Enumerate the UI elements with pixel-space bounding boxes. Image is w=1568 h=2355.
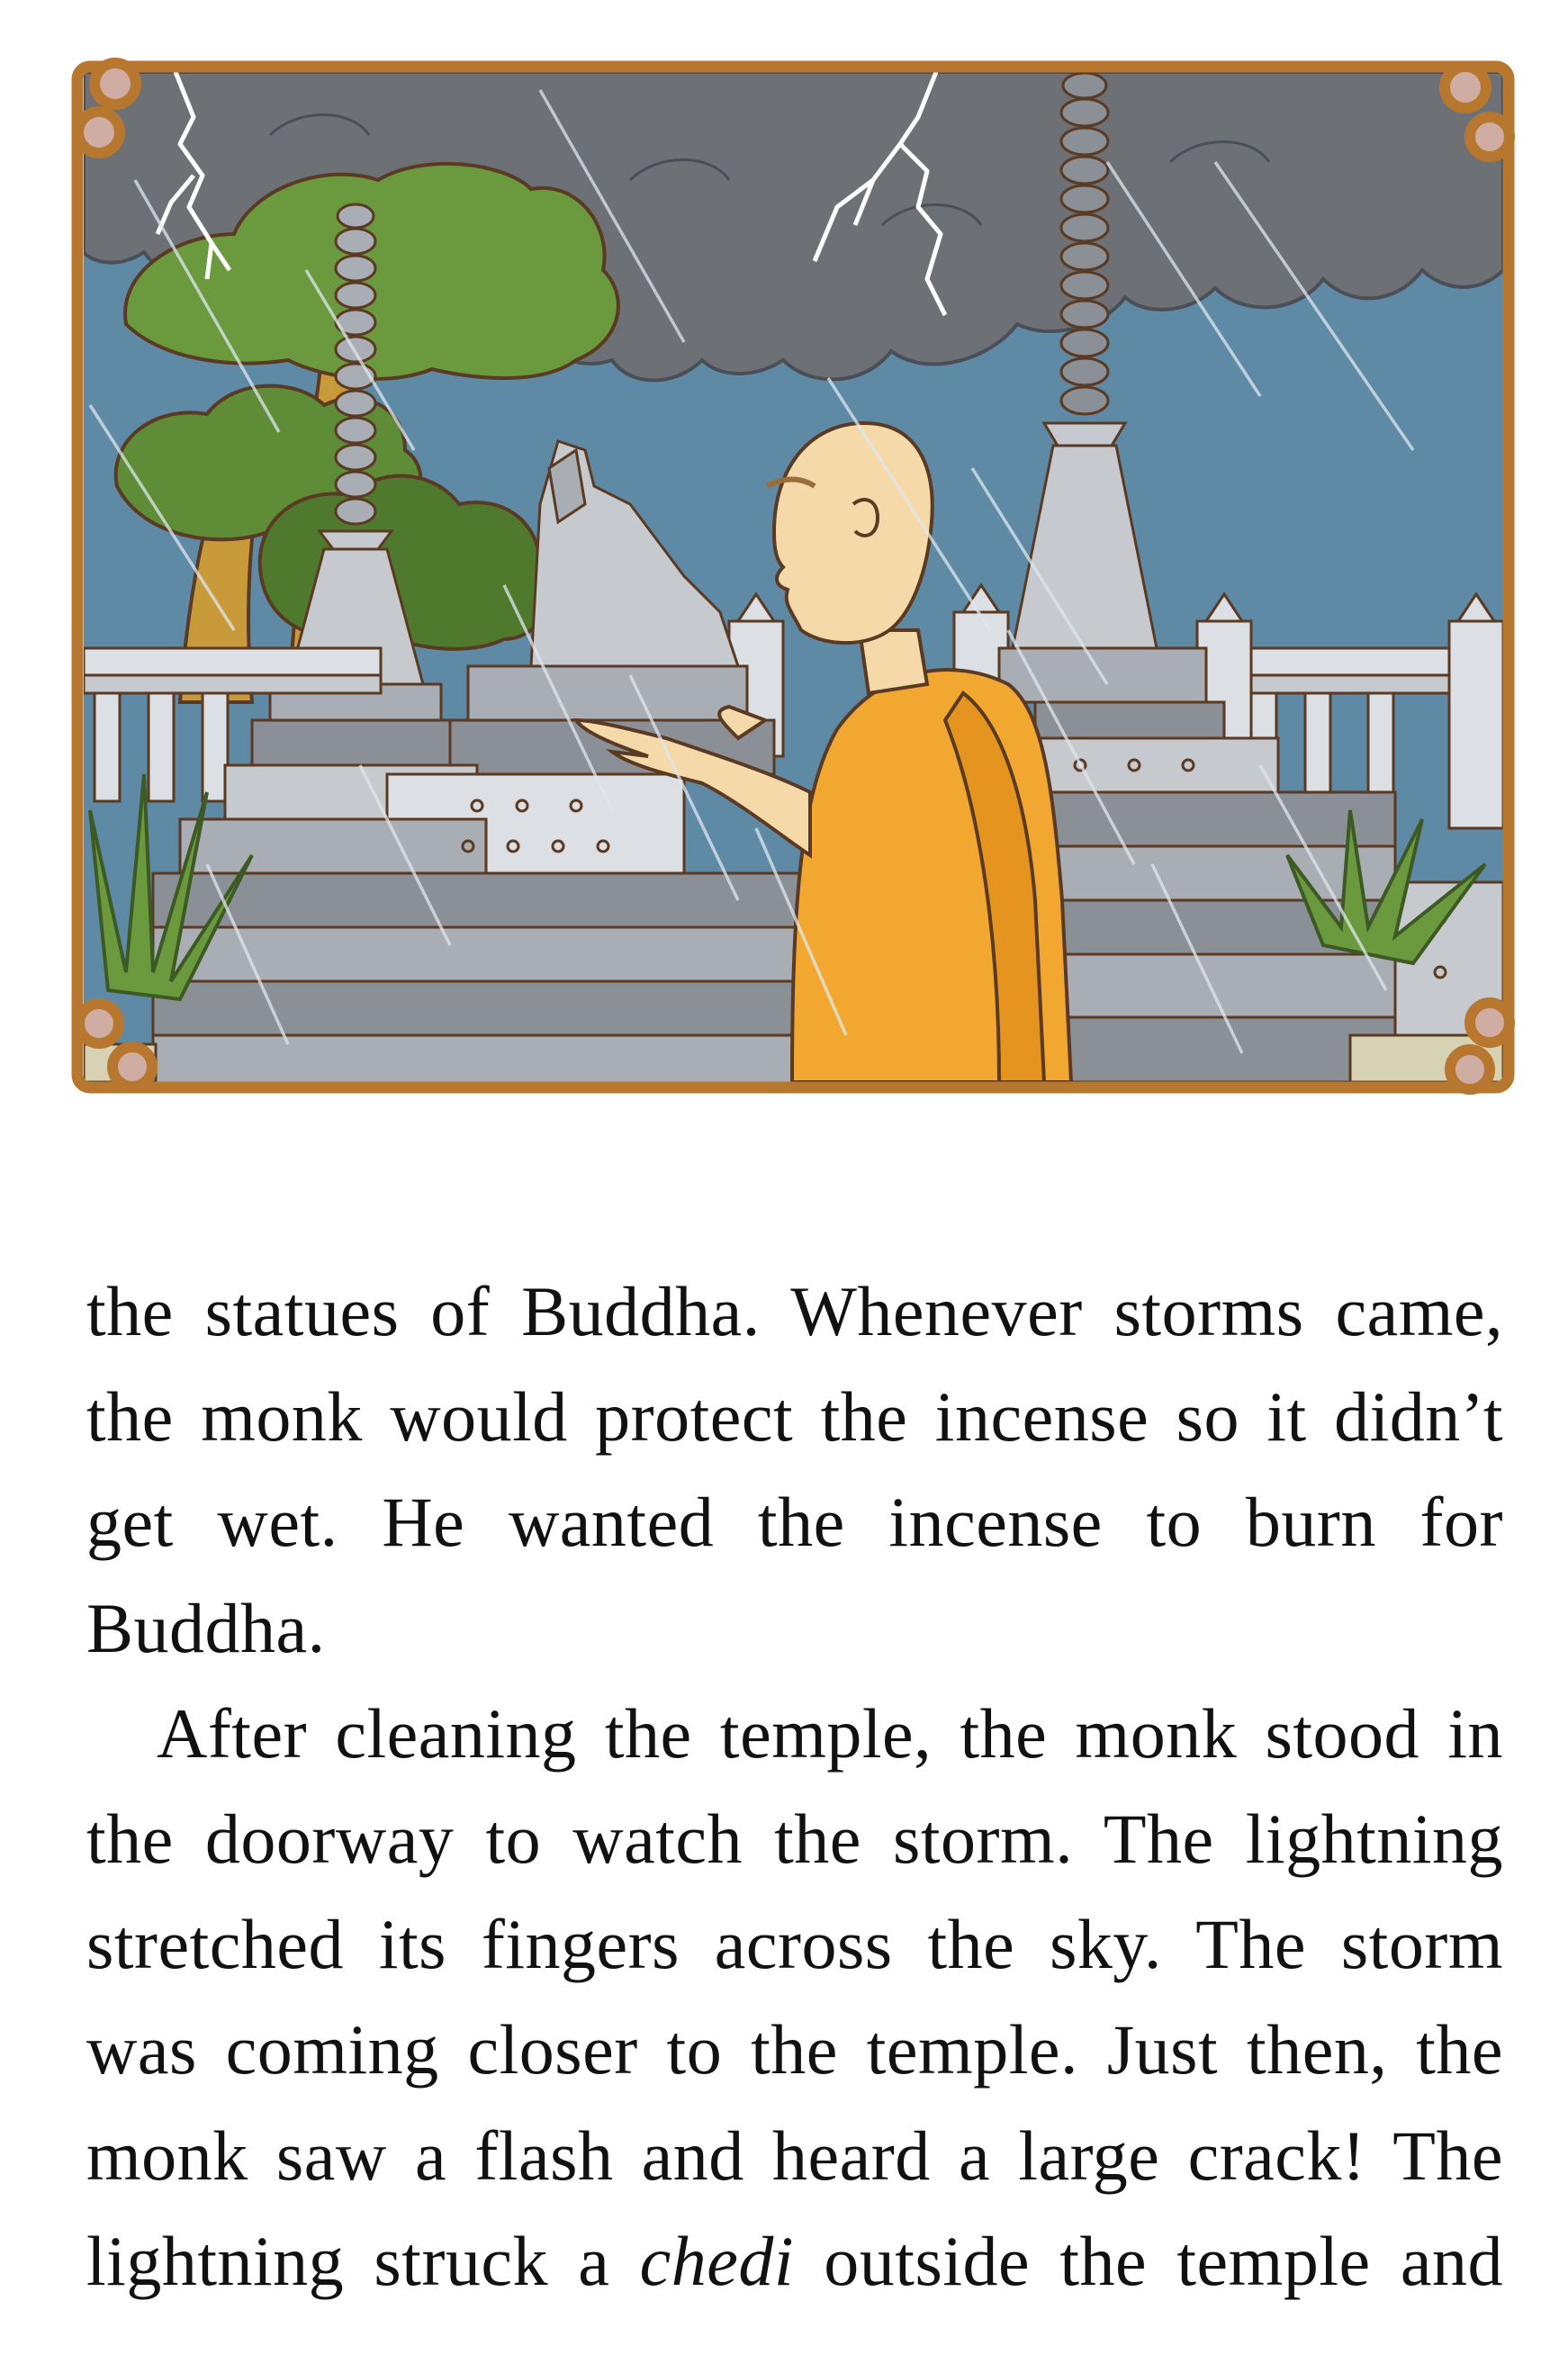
text-run: lightning struck a [86,2221,640,2300]
text-line-last [86,2208,1503,2314]
paragraph-1 [86,1259,1503,1681]
story-illustration [0,0,1568,1116]
text-line: the monk would protect the incense so it didn’t [86,1377,1503,1457]
italic-term-chedi: chedi [639,2221,795,2300]
story-text [86,1259,1503,2314]
text-line: stretched its fingers across the sky. The storm [86,1905,1503,1984]
text-line: the doorway to watch the storm. The lightning [86,1800,1503,1879]
text-line: the statues of Buddha. Whenever storms came, [86,1272,1503,1350]
text-line: Buddha. [86,1588,326,1667]
text-line: get wet. He wanted the incense to burn for [86,1483,1503,1562]
text-line: After cleaning the temple, the monk stood in [157,1693,1503,1773]
text-line: was coming closer to the temple. Just then, the [86,2010,1503,2089]
text-run: outside the temple and [794,2221,1503,2300]
text-line: monk saw a flash and heard a large crack! The [86,2116,1503,2195]
paragraph-2 [86,1681,1503,2314]
storm-temple-scene [0,0,1568,1116]
